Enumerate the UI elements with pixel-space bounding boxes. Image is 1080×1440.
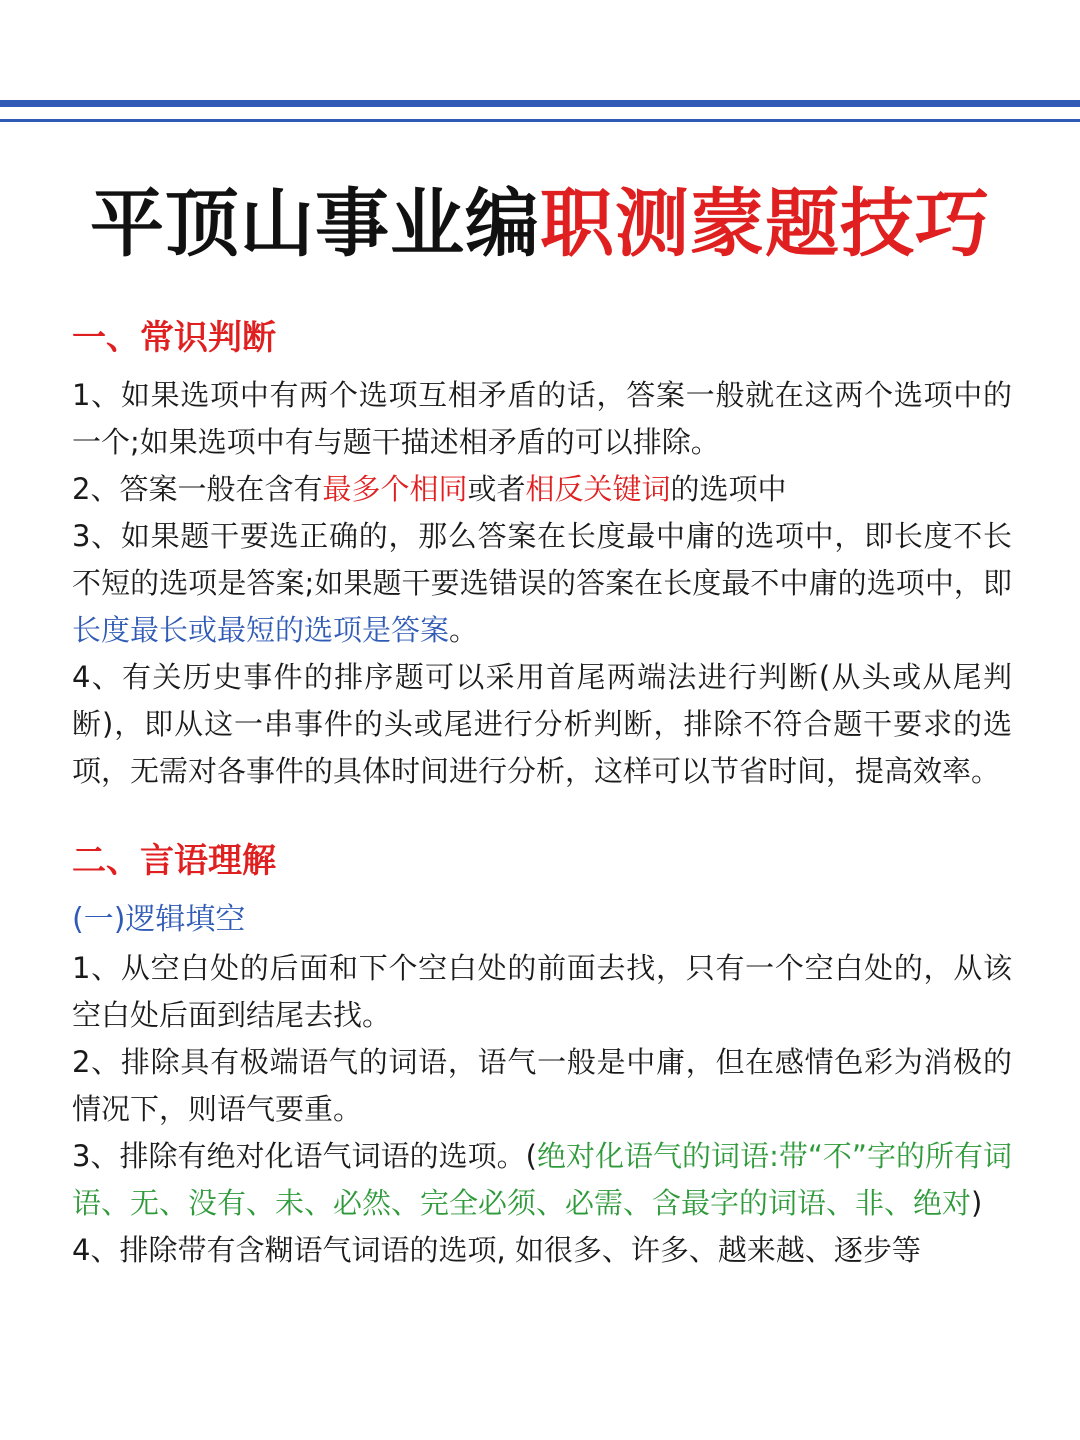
paragraph: 1、如果选项中有两个选项互相矛盾的话，答案一般就在这两个选项中的一个;如果选项中有与题干描述相矛盾的可以排除。 xyxy=(72,378,1012,459)
highlight-green: 绝对化语气的词语:带“不”字的所有词语、无、没有、未、必然、完全必须、必需、含最字的词语、非、绝对 xyxy=(72,1139,1013,1220)
text: 。 xyxy=(449,613,479,647)
highlight-blue: 长度最长或最短的选项是答案 xyxy=(72,613,450,647)
paragraph xyxy=(72,466,1012,513)
text: 的选项中 xyxy=(670,472,787,506)
highlight-red: 相反关键词 xyxy=(525,472,671,506)
header-rule-thick xyxy=(0,100,1080,107)
page-title xyxy=(0,178,1080,270)
title-black-part: 平顶山事业编 xyxy=(90,181,540,267)
title-red-part: 职测蒙题技巧 xyxy=(540,181,990,267)
paragraph xyxy=(72,1133,1012,1227)
paragraph: 1、从空白处的后面和下个空白处的前面去找，只有一个空白处的，从该空白处后面到结尾去找。 xyxy=(72,951,1012,1032)
text: 3、如果题干要选正确的，那么答案在长度最中庸的选项中，即长度不长不短的选项是答案;如果题干要选错误的答案在长度最不中庸的选项中，即 xyxy=(72,519,1012,600)
subheading-logic-fill: (一)逻辑填空 xyxy=(72,902,246,937)
text: ) xyxy=(971,1186,983,1220)
header-rule-thin xyxy=(0,119,1080,122)
section-heading-common-sense: 一、常识判断 xyxy=(72,318,276,358)
section-heading-verbal: 二、言语理解 xyxy=(72,841,276,881)
paragraph: 4、排除带有含糊语气词语的选项, 如很多、许多、越来越、逐步等 xyxy=(72,1233,921,1267)
paragraph: 4、有关历史事件的排序题可以采用首尾两端法进行判断(从头或从尾判断)，即从这一串事件的头或尾进行分析判断，排除不符合题干要求的选项，无需对各事件的具体时间进行分析，这样可以节省时间，提高效率。 xyxy=(72,660,1012,788)
text: 2、答案一般在含有 xyxy=(72,472,323,506)
text: 或者 xyxy=(467,472,526,506)
highlight-red: 最多个相同 xyxy=(322,472,468,506)
text: 3、排除有绝对化语气词语的选项。( xyxy=(72,1139,537,1173)
paragraph: 2、排除具有极端语气的词语，语气一般是中庸，但在感情色彩为消极的情况下，则语气要重。 xyxy=(72,1045,1012,1126)
content xyxy=(72,312,1012,1274)
paragraph xyxy=(72,513,1012,654)
